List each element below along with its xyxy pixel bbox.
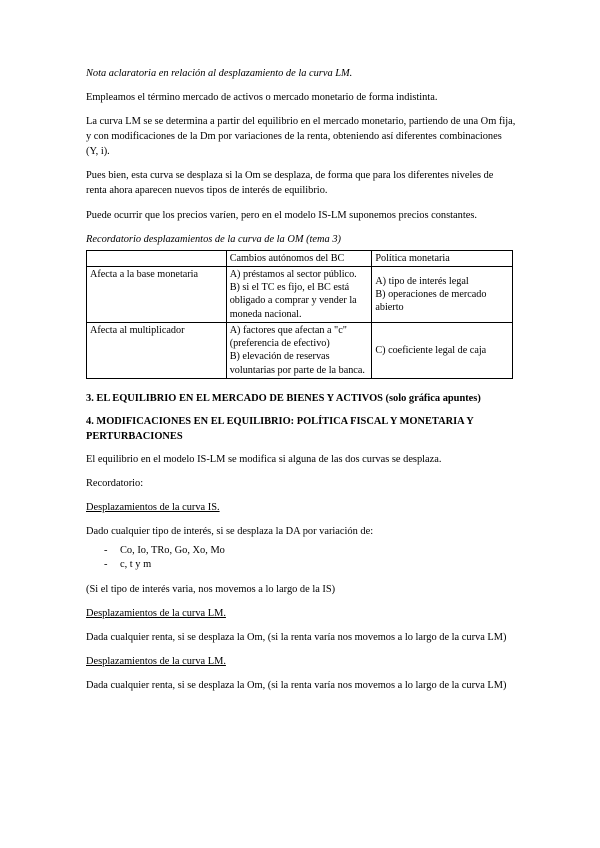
table-header-cambios: Cambios autónomos del BC [226, 250, 372, 266]
table-header-row [87, 250, 513, 266]
document-body [86, 66, 516, 702]
cambios-item: B) si el TC es fijo, el BC está obligado a comprar y vender la moneda nacional. [229, 282, 357, 320]
is-section-note: (Si el tipo de interés varia, nos movemos a lo largo de la IS) [86, 583, 336, 595]
list-item [86, 544, 516, 559]
list-item-text: Co, Io, TRo, Go, Xo, Mo [120, 544, 225, 556]
politica-item: B) operaciones de mercado abierto [375, 288, 487, 314]
cambios-cell [226, 322, 372, 378]
politica-item: C) coeficiente legal de caja [375, 344, 487, 356]
politica-item: A) tipo de interés legal [375, 275, 469, 287]
politica-cell [372, 266, 513, 322]
recordatorio-label: Recordatorio: [86, 478, 144, 490]
is-section-text: Dado cualquier tipo de interés, si se desplaza la DA por variación de: [86, 526, 374, 538]
lm-section-title-1: Desplazamientos de la curva LM. [86, 607, 226, 619]
table-row [87, 266, 513, 322]
table-header-empty [87, 250, 227, 266]
dash-bullet: - [104, 559, 108, 571]
cambios-item: A) factores que afectan a "c" (preferencia de efectivo) [229, 324, 347, 350]
paragraph-4: Puede ocurrir que los precios varíen, pero en el modelo IS-LM suponemos precios constantes. [86, 209, 477, 221]
note-title: Nota aclaratoria en relación al desplazamiento de la curva LM. [86, 68, 353, 79]
paragraph-3: Pues bien, esta curva se desplaza si la Om se desplaza, de forma que para los diferentes niveles de renta ahora aparecen nuevos tipos de interés de equilibrio. [86, 170, 494, 197]
table-header-politica: Política monetaria [372, 250, 513, 266]
om-shifts-table [86, 250, 513, 379]
list-item-text: c, t y m [120, 559, 152, 571]
section-heading-4: 4. MODIFICACIONES EN EL EQUILIBRIO: POLÍTICA FISCAL Y MONETARIA Y PERTURBACIONES [86, 416, 474, 443]
cambios-item: A) préstamos al sector público. [229, 268, 357, 280]
is-section-title: Desplazamientos de la curva IS. [86, 502, 220, 514]
paragraph-2: La curva LM se se determina a partir del equilibrio en el mercado monetario, partiendo de una Om fija, y con modificaciones de la Dm por variaciones de la renta, obteniendo así diferentes combinaciones (Y, i). [86, 116, 516, 158]
paragraph-1: Empleamos el término mercado de activos o mercado monetario de forma indistinta. [86, 92, 438, 104]
is-variables-list [86, 544, 516, 573]
lm-section-text-2: Dada cualquier renta, si se desplaza la Om, (si la renta varía nos movemos a lo largo de la curva LM) [86, 679, 507, 691]
cambios-item: B) elevación de reservas voluntarias por parte de la banca. [229, 351, 365, 376]
section-heading-3: 3. EL EQUILIBRIO EN EL MERCADO DE BIENES Y ACTIVOS (solo gráfica apuntes) [86, 392, 481, 404]
list-item [86, 558, 516, 573]
dash-bullet: - [104, 544, 108, 556]
row-label: Afecta al multiplicador [87, 322, 227, 378]
paragraph-5: El equilibrio en el modelo IS-LM se modifica si alguna de las dos curvas se desplaza. [86, 454, 442, 466]
politica-cell [372, 322, 513, 378]
cambios-cell [226, 266, 372, 322]
table-caption: Recordatorio desplazamientos de la curva de la OM (tema 3) [86, 233, 342, 245]
lm-section-text-1: Dada cualquier renta, si se desplaza la Om, (si la renta varía nos movemos a lo largo de la curva LM) [86, 631, 507, 643]
lm-section-title-2: Desplazamientos de la curva LM. [86, 655, 226, 667]
table-row [87, 322, 513, 378]
row-label: Afecta a la base monetaria [87, 266, 227, 322]
